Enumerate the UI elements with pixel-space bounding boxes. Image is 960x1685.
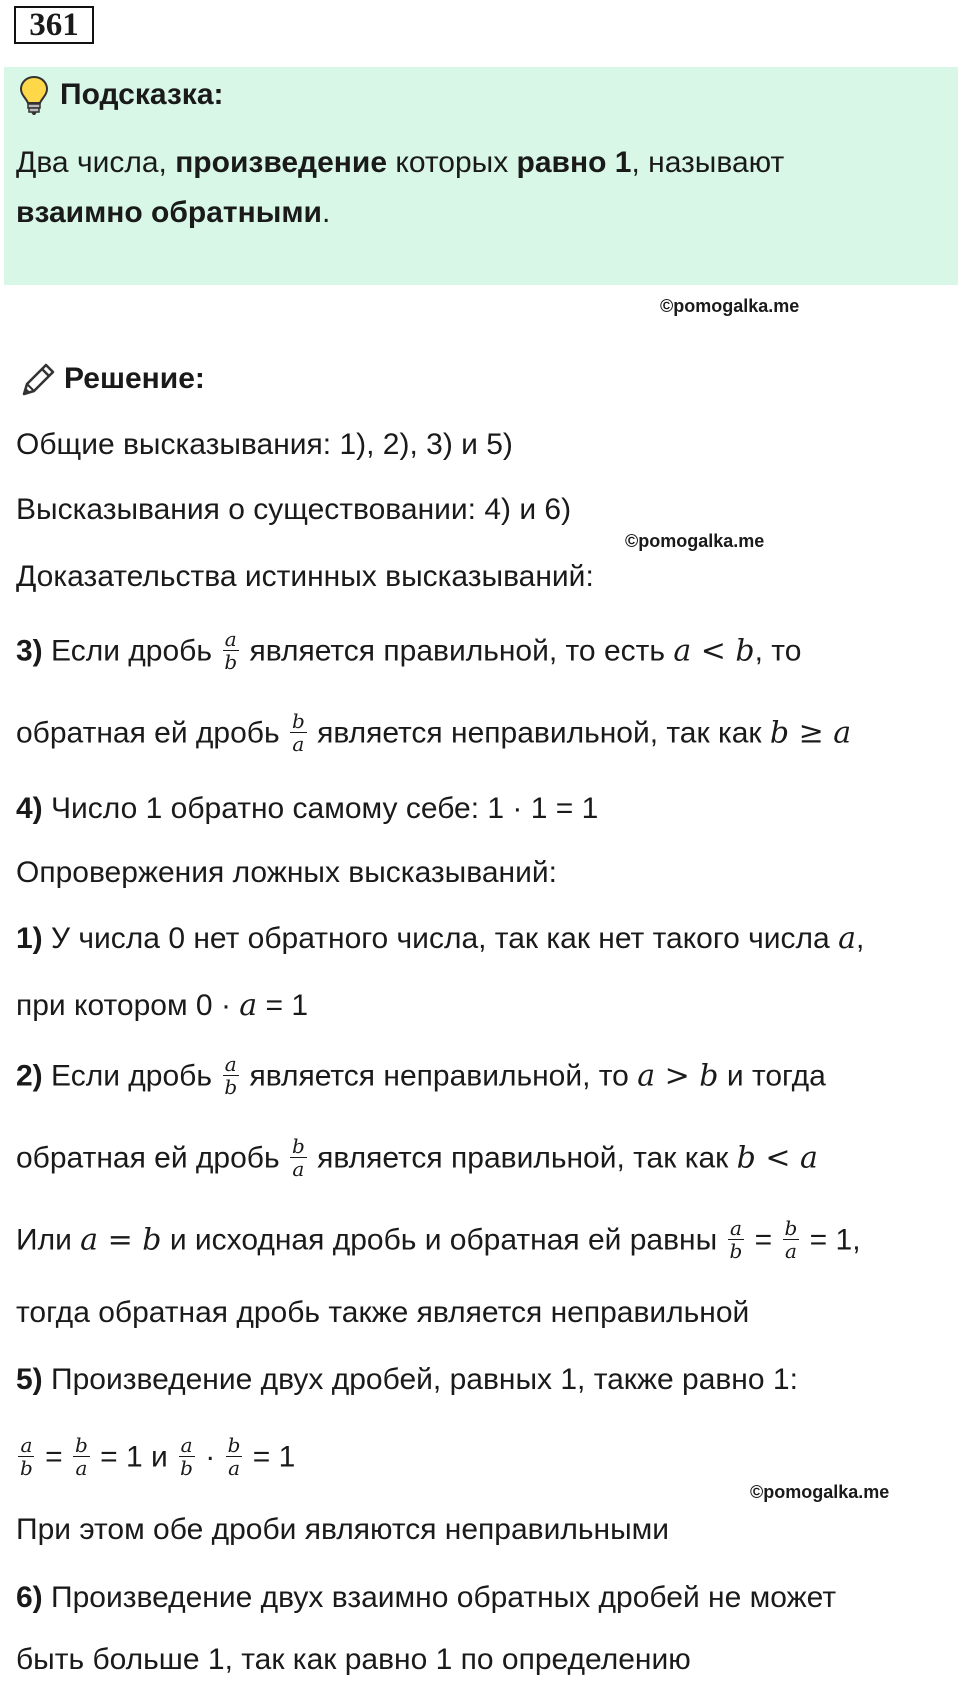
item-label: 5)	[16, 1363, 43, 1396]
text: при котором 0 ·	[16, 989, 240, 1022]
math-expr: a < b	[673, 633, 755, 669]
refute-2-line-1	[16, 1052, 826, 1100]
text: является правильной, так как	[308, 1141, 737, 1175]
proof-3-line-2	[16, 709, 852, 757]
watermark: ©pomogalka.me	[625, 531, 765, 551]
item-label: 3)	[16, 634, 43, 668]
denominator: b	[224, 1075, 238, 1099]
text: Произведение двух взаимно обратных дробей не может	[42, 1581, 837, 1614]
or-line-1	[16, 1216, 861, 1264]
fraction-a-over-b	[178, 1434, 195, 1479]
text: и тогда	[718, 1059, 826, 1093]
hint-title: Подсказка:	[60, 78, 224, 111]
numerator: b	[291, 1134, 305, 1158]
task-number: 361	[14, 6, 94, 44]
item-label: 2)	[16, 1059, 43, 1093]
text: ,	[855, 922, 865, 955]
proof-4	[16, 789, 598, 829]
text: Если дробь	[42, 1059, 221, 1093]
numerator: b	[291, 709, 305, 733]
watermark: ©pomogalka.me	[660, 296, 800, 316]
denominator: a	[292, 1157, 305, 1181]
text: Число 1 обратно самому себе: 1 · 1 = 1	[42, 792, 599, 825]
math-var: a	[239, 988, 258, 1023]
numerator: a	[180, 1433, 193, 1457]
refute-2-line-2	[16, 1134, 818, 1182]
pencil-icon	[18, 360, 58, 400]
fraction-b-over-a	[290, 1135, 307, 1180]
hint-t7: .	[322, 196, 331, 229]
refute-1-line-1	[16, 919, 864, 959]
denominator: b	[729, 1239, 743, 1263]
or-line-2: тогда обратная дробь также является неправильной	[16, 1296, 750, 1329]
math-expr: a = b	[80, 1222, 162, 1258]
denominator: a	[228, 1456, 240, 1480]
math-expr: b ≥ a	[769, 715, 852, 751]
fraction-a-over-b	[728, 1217, 745, 1262]
denominator: a	[784, 1239, 797, 1263]
proof-6-line-1	[16, 1578, 836, 1618]
hint-t1: Два числа,	[16, 146, 176, 179]
equals: =	[36, 1440, 72, 1474]
math-var: a	[838, 921, 856, 956]
hint-t6: взаимно обратными	[16, 196, 322, 229]
text: является неправильной, так как	[308, 716, 770, 750]
proof-6-line-2: быть больше 1, так как равно 1 по определению	[16, 1643, 691, 1676]
numerator: a	[224, 627, 237, 651]
lightbulb-icon	[18, 74, 50, 116]
hint-t5: , называют	[631, 146, 785, 179]
general-statements: Общие высказывания: 1), 2), 3) и 5)	[16, 428, 513, 461]
text: = 1	[257, 989, 309, 1022]
hint-text-line-1	[16, 143, 784, 183]
denominator: a	[75, 1456, 88, 1480]
fraction-a-over-b	[18, 1434, 35, 1479]
numerator: b	[75, 1433, 88, 1457]
item-label: 4)	[16, 792, 43, 825]
text: = 1	[244, 1440, 296, 1474]
refute-title: Опровержения ложных высказываний:	[16, 856, 557, 889]
text: = 1 и	[91, 1440, 177, 1474]
text: У числа 0 нет обратного числа, так как нет такого числа	[42, 922, 839, 955]
solution-title: Решение:	[64, 362, 205, 395]
denominator: a	[292, 732, 305, 756]
fraction-a-over-b	[222, 1053, 239, 1098]
fraction-b-over-a	[73, 1434, 90, 1479]
fraction-b-over-a	[783, 1217, 800, 1262]
text: и исходная дробь и обратная ей равны	[161, 1223, 726, 1257]
item-label: 6)	[16, 1581, 43, 1614]
math-expr: b < a	[736, 1140, 818, 1176]
text: обратная ей дробь	[16, 716, 288, 750]
text: обратная ей дробь	[16, 1141, 288, 1175]
numerator: b	[784, 1216, 798, 1240]
both-improper: При этом обе дроби являются неправильными	[16, 1513, 670, 1546]
denominator: b	[180, 1456, 193, 1480]
fraction-a-over-b	[222, 628, 239, 673]
text: является неправильной, то	[241, 1059, 638, 1093]
proofs-title: Доказательства истинных высказываний:	[16, 560, 594, 593]
hint-t3: которых	[387, 146, 517, 179]
text: Произведение двух дробей, равных 1, также равно 1:	[42, 1363, 798, 1396]
fraction-b-over-a	[290, 710, 307, 755]
math-expr: a > b	[637, 1058, 719, 1094]
proof-3-line-1	[16, 627, 802, 675]
hint-text-line-2	[16, 193, 330, 233]
numerator: a	[224, 1052, 237, 1076]
text: = 1,	[801, 1223, 861, 1257]
text: Если дробь	[42, 634, 221, 668]
existence-statements: Высказывания о существовании: 4) и 6)	[16, 493, 572, 526]
proof-5	[16, 1360, 798, 1400]
hint-t2: произведение	[175, 146, 388, 179]
text: , то	[754, 634, 802, 668]
denominator: b	[224, 650, 238, 674]
proof-5-formula	[16, 1433, 296, 1481]
fraction-b-over-a	[226, 1434, 243, 1479]
watermark: ©pomogalka.me	[750, 1482, 890, 1502]
item-label: 1)	[16, 922, 43, 955]
hint-t4: равно 1	[516, 146, 632, 179]
text: является правильной, то есть	[241, 634, 674, 668]
refute-1-line-2	[16, 986, 308, 1026]
numerator: a	[729, 1216, 742, 1240]
equals: =	[746, 1223, 781, 1257]
denominator: b	[20, 1456, 33, 1480]
numerator: a	[20, 1433, 33, 1457]
dot: ·	[196, 1440, 224, 1474]
text: Или	[16, 1223, 81, 1257]
numerator: b	[227, 1433, 241, 1457]
